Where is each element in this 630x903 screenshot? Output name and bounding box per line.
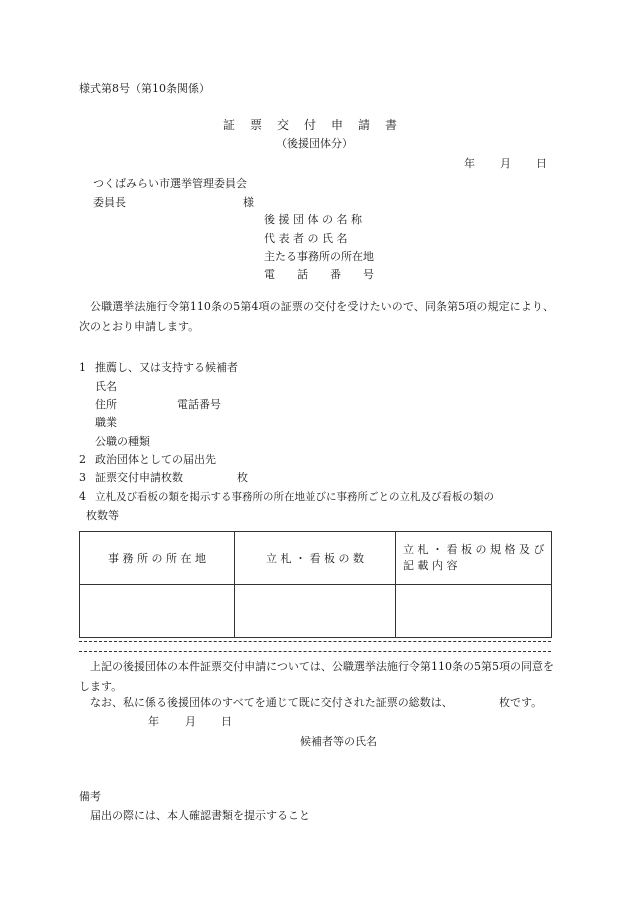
candidate-name-signature-label: 候補者等の氏名	[300, 735, 377, 748]
title-char: 申	[331, 118, 344, 132]
table-row	[80, 585, 552, 638]
date-month: 月	[500, 157, 511, 170]
group-name-label: 後 援 団 体 の 名 称	[264, 213, 362, 226]
total-text-prefix: なお、私に係る後援団体のすべてを通じて既に交付された証票の総数は、	[90, 696, 453, 709]
date-year: 年	[464, 157, 475, 170]
title-char: 付	[304, 118, 317, 132]
item-1-number: 1	[79, 361, 86, 374]
intro-paragraph: 公職選挙法施行令第110条の5第4項の証票の交付を受けたいので、同条第5項の規定により、次のとおり申請します。	[79, 300, 554, 333]
separator-line	[79, 641, 551, 642]
representative-name-label: 代 表 者 の 氏 名	[264, 232, 348, 245]
form-number: 様式第8号（第10条関係）	[79, 82, 210, 95]
office-address-cell[interactable]	[80, 585, 235, 638]
phone-number-label: 電 話 番 号	[264, 268, 374, 281]
consent-paragraph: 上記の後援団体の本件証票交付申請については、公職選挙法施行令第110条の5第5項の同意をします。	[79, 660, 554, 693]
remarks-text: 届出の際には、本人確認書類を提示すること	[90, 809, 310, 822]
sign-spec-cell[interactable]	[396, 585, 552, 638]
item-4-text-cont: 枚数等	[86, 509, 119, 522]
header-sign-count: 立 札 ・ 看 板 の 数	[235, 532, 396, 585]
separator-line	[79, 651, 551, 652]
consent-date-month: 月	[185, 715, 196, 728]
table-header-row	[80, 532, 552, 585]
consent-date-day: 日	[221, 715, 232, 728]
item-3-number: 3	[79, 471, 86, 484]
date-day: 日	[536, 157, 547, 170]
header-office-address: 事 務 所 の 所 在 地	[80, 532, 235, 585]
title-char: 交	[277, 118, 290, 132]
title-char: 票	[250, 118, 263, 132]
item-3-unit: 枚	[237, 471, 248, 484]
office-sign-table	[79, 531, 552, 638]
document-subtitle: （後援団体分）	[276, 137, 353, 150]
item-4-text: 立札及び看板の類を掲示する事務所の所在地並びに事務所ごとの立札及び看板の類の	[95, 491, 494, 503]
office-address-label: 主たる事務所の所在地	[264, 250, 374, 263]
header-sign-spec: 立 札 ・ 看 板 の 規 格 及 び 記 載 内 容	[396, 532, 552, 585]
item-2-number: 2	[79, 453, 86, 466]
item-3-text: 証票交付申請枚数	[95, 471, 183, 484]
candidate-phone-label: 電話番号	[177, 398, 221, 411]
candidate-name-label: 氏名	[95, 380, 117, 393]
item-2-text: 政治団体としての届出先	[95, 453, 216, 466]
chairman-honorific: 様	[243, 196, 254, 209]
candidate-address-label: 住所	[95, 398, 117, 411]
addressee: つくばみらい市選挙管理委員会	[93, 177, 247, 190]
sign-count-cell[interactable]	[235, 585, 396, 638]
remarks-heading: 備考	[79, 790, 101, 803]
title-char: 証	[223, 118, 236, 132]
total-text-suffix: 枚です。	[499, 696, 543, 709]
consent-date-year: 年	[148, 715, 159, 728]
title-char: 請	[358, 118, 371, 132]
item-4-number: 4	[79, 490, 86, 503]
title-char: 書	[385, 118, 398, 132]
candidate-occupation-label: 職業	[95, 416, 117, 429]
chairman-label: 委員長	[93, 196, 126, 209]
item-1-text: 推薦し、又は支持する候補者	[95, 361, 238, 374]
office-type-label: 公職の種類	[95, 435, 150, 448]
